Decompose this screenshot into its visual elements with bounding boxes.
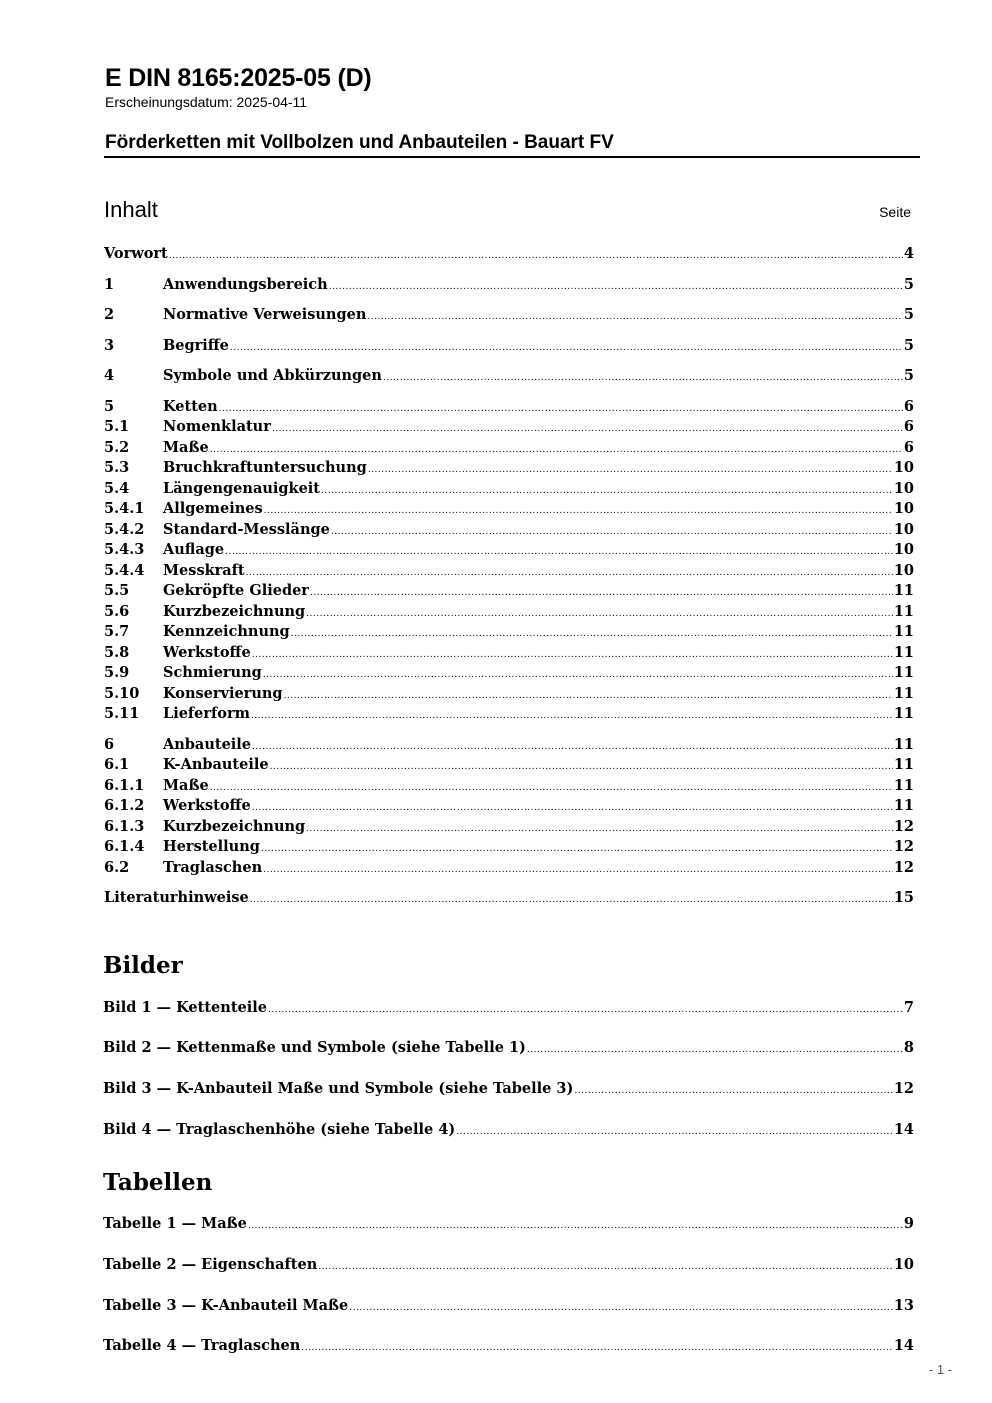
toc-leader: [252, 742, 893, 752]
toc-number: 5.4.2: [104, 521, 145, 538]
toc-leader: [368, 465, 893, 475]
toc-leader: [367, 312, 903, 322]
toc-page: 4: [903, 245, 914, 262]
figure-page: 8: [903, 1039, 914, 1056]
toc-number: 6.1.4: [104, 838, 145, 855]
toc-number: 6.1: [104, 756, 130, 773]
toc-page: 10: [893, 521, 914, 538]
toc-label: Werkstoffe: [163, 797, 251, 814]
toc-label: Traglaschen: [163, 859, 263, 876]
toc-leader: [251, 711, 893, 721]
toc-number: 5: [104, 398, 115, 415]
toc-number: 1: [104, 276, 115, 293]
toc-label: Längengenauigkeit: [163, 480, 321, 497]
toc-leader: [321, 486, 893, 496]
tables-heading: Tabellen: [103, 1169, 213, 1196]
toc-page: 12: [893, 859, 914, 876]
toc-page: 6: [903, 418, 914, 435]
toc-page: 10: [893, 562, 914, 579]
toc-leader: [252, 803, 893, 813]
toc-page: 5: [903, 306, 914, 323]
toc-leader: [250, 895, 893, 905]
toc-entry[interactable]: [104, 582, 914, 602]
figure-leader: [574, 1086, 892, 1096]
table-entry[interactable]: [103, 1297, 914, 1317]
toc-number: 4: [104, 367, 115, 384]
toc-number: 5.9: [104, 664, 130, 681]
figure-entry[interactable]: [103, 999, 914, 1019]
table-leader: [349, 1303, 893, 1313]
toc-number: 5.8: [104, 644, 130, 661]
toc-number: 5.5: [104, 582, 130, 599]
toc-label: Literaturhinweise: [104, 889, 249, 906]
toc-number: 6.1.3: [104, 818, 145, 835]
table-leader: [301, 1343, 893, 1353]
toc-entry[interactable]: [104, 245, 914, 265]
toc-entry[interactable]: [104, 736, 914, 756]
figure-entry[interactable]: [103, 1080, 914, 1100]
toc-number: 3: [104, 337, 115, 354]
toc-label: Lieferform: [163, 705, 250, 722]
toc-leader: [230, 343, 903, 353]
toc-label: Normative Verweisungen: [163, 306, 367, 323]
toc-entry[interactable]: [104, 889, 914, 909]
toc-page: 11: [893, 623, 914, 640]
table-page: 13: [893, 1297, 914, 1314]
table-label: Tabelle 2 — Eigenschaften: [103, 1256, 318, 1273]
toc-label: Ketten: [163, 398, 218, 415]
toc-entry[interactable]: [104, 541, 914, 561]
toc-entry[interactable]: [104, 367, 914, 387]
figure-leader: [456, 1127, 893, 1137]
toc-number: 5.4.4: [104, 562, 145, 579]
figure-label: Bild 3 — K-Anbauteil Maße und Symbole (siehe Tabelle 3): [103, 1080, 574, 1097]
figure-label: Bild 4 — Traglaschenhöhe (siehe Tabelle 4): [103, 1121, 456, 1138]
toc-page: 11: [893, 736, 914, 753]
toc-entry[interactable]: [104, 818, 914, 838]
toc-number: 5.4.1: [104, 500, 145, 517]
toc-entry[interactable]: [104, 838, 914, 858]
figure-leader: [527, 1045, 903, 1055]
toc-entry[interactable]: [104, 777, 914, 797]
figure-label: Bild 1 — Kettenteile: [103, 999, 267, 1016]
toc-label: Maße: [163, 439, 209, 456]
toc-number: 6.2: [104, 859, 130, 876]
toc-number: 6.1.1: [104, 777, 145, 794]
toc-leader: [261, 844, 893, 854]
toc-page: 11: [893, 603, 914, 620]
toc-number: 5.4: [104, 480, 130, 497]
toc-leader: [306, 824, 893, 834]
page-number: - 1 -: [928, 1362, 952, 1377]
toc-leader: [246, 568, 893, 578]
toc-entry[interactable]: [104, 521, 914, 541]
toc-page: 15: [893, 889, 914, 906]
toc-page: 11: [893, 777, 914, 794]
table-label: Tabelle 3 — K-Anbauteil Maße: [103, 1297, 349, 1314]
toc-number: 5.6: [104, 603, 130, 620]
toc-label: Allgemeines: [163, 500, 263, 517]
toc-leader: [169, 251, 903, 261]
toc-entry[interactable]: [104, 306, 914, 326]
toc-label: Kurzbezeichnung: [163, 603, 306, 620]
toc-entry[interactable]: [104, 705, 914, 725]
toc-page: 11: [893, 644, 914, 661]
toc-label: K-Anbauteile: [163, 756, 269, 773]
toc-label: Anwendungsbereich: [163, 276, 328, 293]
toc-page: 11: [893, 582, 914, 599]
toc-page: 11: [893, 797, 914, 814]
toc-number: 6: [104, 736, 115, 753]
toc-number: 5.4.3: [104, 541, 145, 558]
document-id: E DIN 8165:2025-05 (D): [105, 64, 372, 92]
table-leader: [248, 1221, 903, 1231]
toc-page: 5: [903, 337, 914, 354]
toc-number: 5.7: [104, 623, 130, 640]
toc-number: 5.10: [104, 685, 140, 702]
toc-label: Anbauteile: [163, 736, 252, 753]
table-entry[interactable]: [103, 1215, 914, 1235]
toc-label: Vorwort: [104, 245, 168, 262]
toc-label: Bruchkraftuntersuchung: [163, 459, 367, 476]
table-page: 9: [903, 1215, 914, 1232]
toc-leader: [252, 650, 893, 660]
toc-page: 10: [893, 459, 914, 476]
toc-entry[interactable]: [104, 418, 914, 438]
toc-leader: [383, 373, 903, 383]
toc-page: 6: [903, 439, 914, 456]
toc-page: 6: [903, 398, 914, 415]
toc-page: 11: [893, 685, 914, 702]
publication-date: Erscheinungsdatum: 2025-04-11: [105, 94, 308, 110]
toc-label: Auflage: [163, 541, 225, 558]
table-label: Tabelle 4 — Traglaschen: [103, 1337, 301, 1354]
toc-number: 5.3: [104, 459, 130, 476]
toc-label: Symbole und Abkürzungen: [163, 367, 382, 384]
table-label: Tabelle 1 — Maße: [103, 1215, 247, 1232]
toc-entry[interactable]: [104, 276, 914, 296]
toc-number: 2: [104, 306, 115, 323]
toc-leader: [331, 527, 893, 537]
toc-entry[interactable]: [104, 480, 914, 500]
table-page: 10: [893, 1256, 914, 1273]
title-rule: [104, 156, 920, 158]
figure-label: Bild 2 — Kettenmaße und Symbole (siehe Tabelle 1): [103, 1039, 526, 1056]
toc-label: Schmierung: [163, 664, 262, 681]
toc-leader: [272, 424, 903, 434]
toc-leader: [270, 762, 893, 772]
figure-leader: [268, 1005, 903, 1015]
toc-number: 5.2: [104, 439, 130, 456]
toc-entry[interactable]: [104, 797, 914, 817]
toc-entry[interactable]: [104, 603, 914, 623]
toc-entry[interactable]: [104, 623, 914, 643]
toc-entry[interactable]: [104, 398, 914, 418]
toc-page: 10: [893, 541, 914, 558]
toc-entry[interactable]: [104, 644, 914, 664]
toc-label: Messkraft: [163, 562, 245, 579]
toc-page: 11: [893, 664, 914, 681]
toc-page: 11: [893, 705, 914, 722]
toc-entry[interactable]: [104, 756, 914, 776]
toc-label: Maße: [163, 777, 209, 794]
toc-number: 6.1.2: [104, 797, 145, 814]
toc-leader: [210, 445, 903, 455]
toc-page: 10: [893, 480, 914, 497]
toc-number: 5.11: [104, 705, 140, 722]
toc-label: Gekröpfte Glieder: [163, 582, 309, 599]
table-page: 14: [893, 1337, 914, 1354]
toc-page: 12: [893, 838, 914, 855]
toc-leader: [291, 629, 893, 639]
table-leader: [318, 1262, 893, 1272]
toc-entry[interactable]: [104, 859, 914, 879]
document-title: Förderketten mit Vollbolzen und Anbauteilen - Bauart FV: [105, 132, 614, 153]
toc-leader: [306, 609, 893, 619]
figure-page: 12: [893, 1080, 914, 1097]
figure-entry[interactable]: [103, 1039, 914, 1059]
figure-page: 7: [903, 999, 914, 1016]
toc-entry[interactable]: [104, 664, 914, 684]
figure-entry[interactable]: [103, 1121, 914, 1141]
table-entry[interactable]: [103, 1337, 914, 1357]
toc-leader: [225, 547, 893, 557]
toc-leader: [263, 865, 893, 875]
toc-label: Kurzbezeichnung: [163, 818, 306, 835]
toc-leader: [263, 670, 893, 680]
toc-label: Konservierung: [163, 685, 283, 702]
toc-entry[interactable]: [104, 500, 914, 520]
toc-entry[interactable]: [104, 439, 914, 459]
toc-label: Begriffe: [163, 337, 229, 354]
toc-leader: [264, 506, 893, 516]
toc-page: 5: [903, 367, 914, 384]
toc-label: Herstellung: [163, 838, 260, 855]
toc-leader: [329, 282, 903, 292]
table-entry[interactable]: [103, 1256, 914, 1276]
toc-page: 10: [893, 500, 914, 517]
toc-leader: [219, 404, 903, 414]
toc-label: Standard-Messlänge: [163, 521, 330, 538]
figures-heading: Bilder: [103, 952, 183, 979]
toc-label: Kennzeichnung: [163, 623, 290, 640]
page-column-label: Seite: [879, 204, 911, 220]
toc-page: 11: [893, 756, 914, 773]
toc-leader: [284, 691, 893, 701]
figure-page: 14: [893, 1121, 914, 1138]
contents-heading: Inhalt: [104, 197, 158, 222]
toc-page: 5: [903, 276, 914, 293]
toc-leader: [310, 588, 893, 598]
toc-label: Werkstoffe: [163, 644, 251, 661]
toc-entry[interactable]: [104, 685, 914, 705]
toc-page: 12: [893, 818, 914, 835]
toc-number: 5.1: [104, 418, 130, 435]
toc-entry[interactable]: [104, 459, 914, 479]
toc-entry[interactable]: [104, 337, 914, 357]
toc-leader: [210, 783, 893, 793]
toc-entry[interactable]: [104, 562, 914, 582]
toc-label: Nomenklatur: [163, 418, 271, 435]
